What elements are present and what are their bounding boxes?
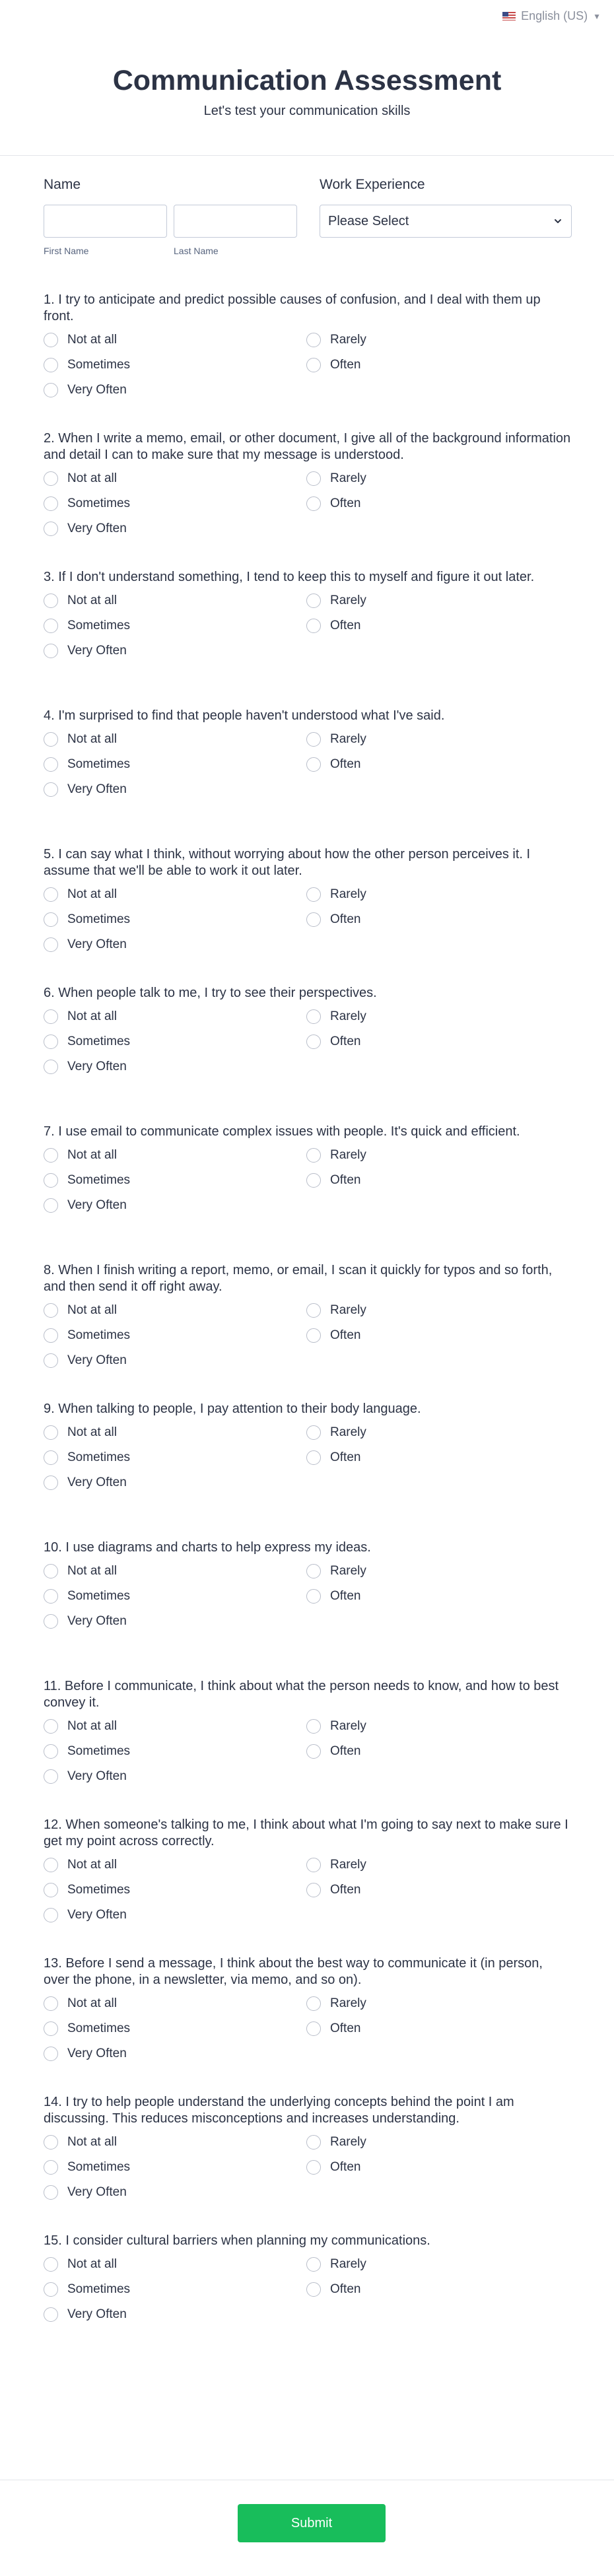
radio-group [44, 1147, 572, 1214]
radio-circle-icon[interactable] [306, 1009, 321, 1024]
radio-label: Rarely [330, 1148, 366, 1162]
radio-circle-icon[interactable] [306, 1719, 321, 1734]
radio-circle-icon[interactable] [44, 2307, 58, 2322]
radio-circle-icon[interactable] [306, 496, 321, 511]
radio-option[interactable] [44, 1474, 306, 1491]
radio-circle-icon[interactable] [44, 757, 58, 772]
radio-label: Sometimes [67, 1450, 131, 1464]
radio-circle-icon[interactable] [44, 593, 58, 608]
radio-option[interactable] [306, 1995, 570, 2012]
question-text: 6. When people talk to me, I try to see their perspectives. [44, 986, 377, 1000]
radio-option[interactable] [44, 1352, 306, 1369]
question-8 [44, 1262, 572, 1401]
question-7 [44, 1124, 572, 1262]
submit-button[interactable]: Submit [238, 2504, 386, 2542]
question-text: 7. I use email to communicate complex issues with people. It's quick and efficient. [44, 1124, 520, 1139]
radio-label: Often [330, 757, 361, 771]
radio-circle-icon[interactable] [306, 757, 321, 772]
question-6 [44, 985, 572, 1124]
radio-label: Sometimes [67, 1173, 131, 1187]
radio-circle-icon[interactable] [44, 1328, 58, 1343]
radio-circle-icon[interactable] [44, 1060, 58, 1074]
radio-circle-icon[interactable] [44, 937, 58, 952]
radio-circle-icon[interactable] [44, 2021, 58, 2036]
radio-label: Sometimes [67, 912, 131, 926]
radio-label: Not at all [67, 1425, 117, 1439]
chevron-down-icon [553, 216, 563, 226]
radio-circle-icon[interactable] [44, 1425, 58, 1440]
radio-group [44, 331, 572, 399]
radio-label: Often [330, 1034, 361, 1048]
work-experience-value: Please Select [328, 213, 409, 228]
radio-group [44, 886, 572, 953]
radio-label: Often [330, 496, 361, 510]
radio-circle-icon[interactable] [44, 1173, 58, 1188]
radio-option[interactable] [306, 617, 570, 634]
radio-option[interactable] [306, 1718, 570, 1735]
radio-circle-icon[interactable] [44, 2282, 58, 2297]
radio-option[interactable] [306, 356, 570, 374]
caret-down-icon: ▼ [593, 11, 601, 21]
radio-circle-icon[interactable] [44, 1198, 58, 1213]
first-name-input[interactable] [44, 205, 167, 238]
radio-group [44, 1008, 572, 1075]
radio-label: Sometimes [67, 1589, 131, 1603]
radio-group [44, 2134, 572, 2201]
radio-option[interactable] [44, 1907, 306, 1924]
radio-circle-icon[interactable] [306, 1328, 321, 1343]
radio-option[interactable] [44, 731, 306, 748]
radio-option[interactable] [44, 331, 306, 349]
radio-circle-icon[interactable] [44, 1769, 58, 1784]
radio-option[interactable] [44, 886, 306, 903]
radio-option[interactable] [306, 2159, 570, 2176]
radio-circle-icon[interactable] [44, 496, 58, 511]
radio-circle-icon[interactable] [306, 1173, 321, 1188]
radio-option[interactable] [306, 1327, 570, 1344]
radio-option[interactable] [44, 781, 306, 798]
radio-circle-icon[interactable] [306, 2021, 321, 2036]
radio-option[interactable] [44, 1588, 306, 1605]
question-text: 13. Before I send a message, I think about the best way to communicate it (in person, over the phone, in a newsletter, via memo, and so on). [44, 1956, 543, 1987]
radio-label: Very Often [67, 383, 127, 397]
radio-label: Very Often [67, 1769, 127, 1783]
question-10 [44, 1540, 572, 1678]
question-text: 2. When I write a memo, email, or other document, I give all of the background information and detail I can to make sure that my message is understood. [44, 431, 571, 462]
radio-option[interactable] [306, 886, 570, 903]
radio-option[interactable] [44, 470, 306, 487]
form-footer [0, 2480, 614, 2576]
radio-circle-icon[interactable] [306, 912, 321, 927]
radio-option[interactable] [306, 470, 570, 487]
radio-option[interactable] [306, 1449, 570, 1466]
question-14 [44, 2094, 572, 2233]
radio-option[interactable] [306, 1563, 570, 1580]
form-header [0, 0, 614, 156]
radio-circle-icon[interactable] [44, 619, 58, 633]
question-text: 14. I try to help people understand the underlying concepts behind the point I am discussing. This reduces misconceptions and increases understanding. [44, 2095, 514, 2126]
radio-circle-icon[interactable] [44, 2160, 58, 2175]
radio-circle-icon[interactable] [306, 471, 321, 486]
radio-circle-icon[interactable] [44, 1009, 58, 1024]
radio-option[interactable] [44, 1743, 306, 1760]
question-15 [44, 2233, 572, 2371]
radio-option[interactable] [44, 356, 306, 374]
radio-option[interactable] [306, 1881, 570, 1899]
radio-option[interactable] [44, 1449, 306, 1466]
question-2 [44, 430, 572, 569]
radio-label: Not at all [67, 333, 117, 347]
question-text: 1. I try to anticipate and predict possible causes of confusion, and I deal with them up front. [44, 292, 541, 323]
radio-label: Often [330, 912, 361, 926]
radio-label: Very Often [67, 1060, 127, 1073]
radio-option[interactable] [44, 1995, 306, 2012]
radio-group [44, 1856, 572, 1924]
radio-circle-icon[interactable] [306, 732, 321, 747]
radio-circle-icon[interactable] [306, 2160, 321, 2175]
radio-option[interactable] [306, 1424, 570, 1441]
radio-circle-icon[interactable] [44, 358, 58, 372]
radio-label: Often [330, 2282, 361, 2296]
name-experience-row [44, 156, 570, 275]
radio-circle-icon[interactable] [44, 1303, 58, 1318]
radio-option[interactable] [44, 2020, 306, 2037]
radio-option[interactable] [306, 2134, 570, 2151]
question-text: 9. When talking to people, I pay attention to their body language. [44, 1402, 421, 1416]
radio-circle-icon[interactable] [306, 333, 321, 347]
radio-label: Often [330, 1883, 361, 1897]
radio-option[interactable] [44, 1008, 306, 1025]
radio-label: Rarely [330, 732, 366, 746]
radio-group [44, 1718, 572, 1785]
radio-group [44, 592, 572, 660]
radio-option[interactable] [44, 2184, 306, 2201]
radio-label: Very Often [67, 522, 127, 535]
question-4 [44, 708, 572, 846]
radio-option[interactable] [306, 495, 570, 512]
radio-circle-icon[interactable] [44, 1353, 58, 1368]
question-12 [44, 1817, 572, 1955]
radio-label: Very Often [67, 1614, 127, 1628]
radio-circle-icon[interactable] [306, 887, 321, 902]
question-text: 3. If I don't understand something, I tend to keep this to myself and figure it out later. [44, 570, 535, 584]
radio-label: Not at all [67, 1303, 117, 1317]
radio-label: Not at all [67, 471, 117, 485]
radio-circle-icon[interactable] [306, 2135, 321, 2150]
radio-circle-icon[interactable] [44, 1148, 58, 1163]
radio-circle-icon[interactable] [44, 644, 58, 658]
radio-circle-icon[interactable] [306, 1883, 321, 1897]
radio-option[interactable] [44, 495, 306, 512]
first-name-sublabel: First Name [44, 246, 89, 256]
radio-circle-icon[interactable] [44, 1034, 58, 1049]
radio-label: Often [330, 1328, 361, 1342]
radio-label: Sometimes [67, 2160, 131, 2174]
radio-label: Not at all [67, 1858, 117, 1872]
radio-circle-icon[interactable] [306, 1303, 321, 1318]
radio-option[interactable] [44, 382, 306, 399]
radio-label: Sometimes [67, 619, 131, 632]
radio-option[interactable] [44, 2306, 306, 2323]
radio-option[interactable] [44, 1424, 306, 1441]
radio-circle-icon[interactable] [44, 522, 58, 536]
radio-label: Rarely [330, 1564, 366, 1578]
last-name-input[interactable] [174, 205, 297, 238]
radio-option[interactable] [306, 2256, 570, 2273]
radio-circle-icon[interactable] [306, 1034, 321, 1049]
radio-label: Not at all [67, 1009, 117, 1023]
radio-label: Often [330, 1173, 361, 1187]
radio-circle-icon[interactable] [44, 732, 58, 747]
radio-option[interactable] [306, 592, 570, 609]
radio-option[interactable] [44, 1172, 306, 1189]
radio-option[interactable] [306, 2020, 570, 2037]
language-selector[interactable] [502, 9, 601, 23]
radio-label: Sometimes [67, 1744, 131, 1758]
radio-label: Very Often [67, 2307, 127, 2321]
work-experience-label: Work Experience [320, 177, 425, 192]
radio-label: Not at all [67, 887, 117, 901]
radio-label: Often [330, 1589, 361, 1603]
radio-label: Not at all [67, 1148, 117, 1162]
radio-label: Rarely [330, 1858, 366, 1872]
question-3 [44, 569, 572, 708]
radio-label: Often [330, 2021, 361, 2035]
radio-circle-icon[interactable] [306, 358, 321, 372]
radio-circle-icon[interactable] [44, 2185, 58, 2200]
radio-label: Very Often [67, 1475, 127, 1489]
radio-option[interactable] [44, 1197, 306, 1214]
radio-option[interactable] [306, 1743, 570, 1760]
radio-circle-icon[interactable] [306, 1589, 321, 1604]
radio-circle-icon[interactable] [44, 2257, 58, 2272]
radio-group [44, 731, 572, 798]
radio-label: Rarely [330, 1719, 366, 1733]
radio-label: Not at all [67, 1719, 117, 1733]
question-5 [44, 846, 572, 985]
radio-option[interactable] [306, 2281, 570, 2298]
radio-label: Rarely [330, 2135, 366, 2149]
radio-label: Not at all [67, 1564, 117, 1578]
question-list [44, 292, 572, 2371]
question-text: 5. I can say what I think, without worrying about how the other person perceives it. I assume that we'll be able to work it out later. [44, 847, 531, 878]
radio-option[interactable] [306, 1302, 570, 1319]
radio-option[interactable] [44, 1718, 306, 1735]
radio-circle-icon[interactable] [44, 1996, 58, 2011]
radio-circle-icon[interactable] [306, 1450, 321, 1465]
radio-option[interactable] [306, 1147, 570, 1164]
radio-label: Sometimes [67, 1328, 131, 1342]
radio-option[interactable] [44, 2159, 306, 2176]
radio-option[interactable] [44, 2281, 306, 2298]
radio-label: Not at all [67, 593, 117, 607]
radio-circle-icon[interactable] [44, 1450, 58, 1465]
radio-label: Rarely [330, 2257, 366, 2271]
radio-label: Often [330, 1450, 361, 1464]
radio-circle-icon[interactable] [306, 2257, 321, 2272]
radio-label: Rarely [330, 887, 366, 901]
radio-circle-icon[interactable] [44, 1719, 58, 1734]
radio-option[interactable] [306, 756, 570, 773]
radio-circle-icon[interactable] [44, 912, 58, 927]
work-experience-select[interactable] [320, 205, 572, 238]
radio-label: Not at all [67, 1996, 117, 2010]
radio-option[interactable] [44, 2134, 306, 2151]
radio-option[interactable] [44, 936, 306, 953]
radio-label: Very Often [67, 1198, 127, 1212]
page-subtitle: Let's test your communication skills [203, 104, 411, 119]
radio-circle-icon[interactable] [44, 887, 58, 902]
radio-label: Sometimes [67, 1034, 131, 1048]
radio-option[interactable] [306, 331, 570, 349]
radio-label: Rarely [330, 471, 366, 485]
language-label: English (US) [521, 9, 588, 22]
radio-option[interactable] [44, 1563, 306, 1580]
radio-option[interactable] [44, 756, 306, 773]
radio-option[interactable] [306, 1033, 570, 1050]
radio-group [44, 1563, 572, 1630]
question-text: 4. I'm surprised to find that people haven't understood what I've said. [44, 708, 445, 723]
radio-label: Rarely [330, 1425, 366, 1439]
radio-circle-icon[interactable] [306, 1858, 321, 1872]
radio-label: Very Often [67, 937, 127, 951]
radio-option[interactable] [306, 731, 570, 748]
radio-label: Sometimes [67, 1883, 131, 1897]
radio-label: Sometimes [67, 2282, 131, 2296]
radio-label: Sometimes [67, 496, 131, 510]
question-1 [44, 292, 572, 430]
radio-circle-icon[interactable] [306, 1564, 321, 1578]
radio-group [44, 1424, 572, 1491]
radio-label: Often [330, 1744, 361, 1758]
radio-label: Rarely [330, 593, 366, 607]
radio-circle-icon[interactable] [44, 1858, 58, 1872]
radio-circle-icon[interactable] [44, 782, 58, 797]
last-name-sublabel: Last Name [174, 246, 219, 256]
radio-option[interactable] [44, 520, 306, 537]
radio-circle-icon[interactable] [44, 2047, 58, 2061]
radio-option[interactable] [44, 1613, 306, 1630]
radio-circle-icon[interactable] [44, 2135, 58, 2150]
radio-circle-icon[interactable] [44, 471, 58, 486]
name-label: Name [44, 177, 81, 192]
radio-group [44, 1995, 572, 2062]
question-text: 10. I use diagrams and charts to help express my ideas. [44, 1540, 371, 1555]
radio-option[interactable] [44, 617, 306, 634]
radio-label: Not at all [67, 2135, 117, 2149]
radio-circle-icon[interactable] [44, 1564, 58, 1578]
radio-label: Very Often [67, 2185, 127, 2199]
radio-option[interactable] [44, 2045, 306, 2062]
radio-label: Very Often [67, 644, 127, 658]
radio-option[interactable] [44, 1302, 306, 1319]
radio-option[interactable] [44, 911, 306, 928]
radio-circle-icon[interactable] [306, 593, 321, 608]
page-title: Communication Assessment [112, 65, 502, 96]
radio-circle-icon[interactable] [306, 1425, 321, 1440]
radio-circle-icon[interactable] [44, 1744, 58, 1759]
radio-label: Rarely [330, 1009, 366, 1023]
radio-option[interactable] [44, 2256, 306, 2273]
radio-label: Rarely [330, 1996, 366, 2010]
radio-label: Rarely [330, 1303, 366, 1317]
radio-option[interactable] [306, 911, 570, 928]
radio-label: Very Often [67, 1353, 127, 1367]
us-flag-icon [502, 12, 516, 20]
radio-circle-icon[interactable] [44, 333, 58, 347]
radio-group [44, 470, 572, 537]
radio-label: Not at all [67, 732, 117, 746]
radio-option[interactable] [44, 1147, 306, 1164]
radio-option[interactable] [44, 1058, 306, 1075]
radio-option[interactable] [306, 1172, 570, 1189]
radio-circle-icon[interactable] [44, 1614, 58, 1629]
radio-option[interactable] [44, 642, 306, 660]
radio-label: Very Often [67, 2047, 127, 2060]
radio-option[interactable] [306, 1588, 570, 1605]
radio-label: Very Often [67, 782, 127, 796]
radio-group [44, 2256, 572, 2323]
question-text: 8. When I finish writing a report, memo, or email, I scan it quickly for typos and so forth, and then send it off right away. [44, 1263, 553, 1294]
radio-circle-icon[interactable] [44, 383, 58, 397]
question-text: 12. When someone's talking to me, I think about what I'm going to say next to make sure I get my point across correctly. [44, 1817, 568, 1848]
radio-option[interactable] [306, 1008, 570, 1025]
radio-label: Sometimes [67, 757, 131, 771]
question-13 [44, 1955, 572, 2094]
radio-circle-icon[interactable] [44, 1908, 58, 1922]
radio-group [44, 1302, 572, 1369]
radio-circle-icon[interactable] [44, 1883, 58, 1897]
radio-label: Often [330, 2160, 361, 2174]
radio-label: Very Often [67, 1908, 127, 1922]
radio-circle-icon[interactable] [306, 1996, 321, 2011]
radio-circle-icon[interactable] [306, 619, 321, 633]
radio-label: Sometimes [67, 2021, 131, 2035]
radio-label: Often [330, 358, 361, 372]
radio-option[interactable] [44, 1327, 306, 1344]
question-9 [44, 1401, 572, 1540]
radio-option[interactable] [44, 592, 306, 609]
question-11 [44, 1678, 572, 1817]
radio-circle-icon[interactable] [306, 1744, 321, 1759]
radio-label: Sometimes [67, 358, 131, 372]
radio-circle-icon[interactable] [306, 1148, 321, 1163]
question-text: 15. I consider cultural barriers when planning my communications. [44, 2233, 430, 2248]
radio-option[interactable] [306, 1856, 570, 1874]
radio-circle-icon[interactable] [44, 1475, 58, 1490]
radio-option[interactable] [44, 1856, 306, 1874]
question-text: 11. Before I communicate, I think about what the person needs to know, and how to best convey it. [44, 1679, 559, 1710]
radio-label: Not at all [67, 2257, 117, 2271]
radio-option[interactable] [44, 1768, 306, 1785]
radio-option[interactable] [44, 1033, 306, 1050]
radio-circle-icon[interactable] [44, 1589, 58, 1604]
radio-label: Rarely [330, 333, 366, 347]
radio-option[interactable] [44, 1881, 306, 1899]
radio-label: Often [330, 619, 361, 632]
radio-circle-icon[interactable] [306, 2282, 321, 2297]
